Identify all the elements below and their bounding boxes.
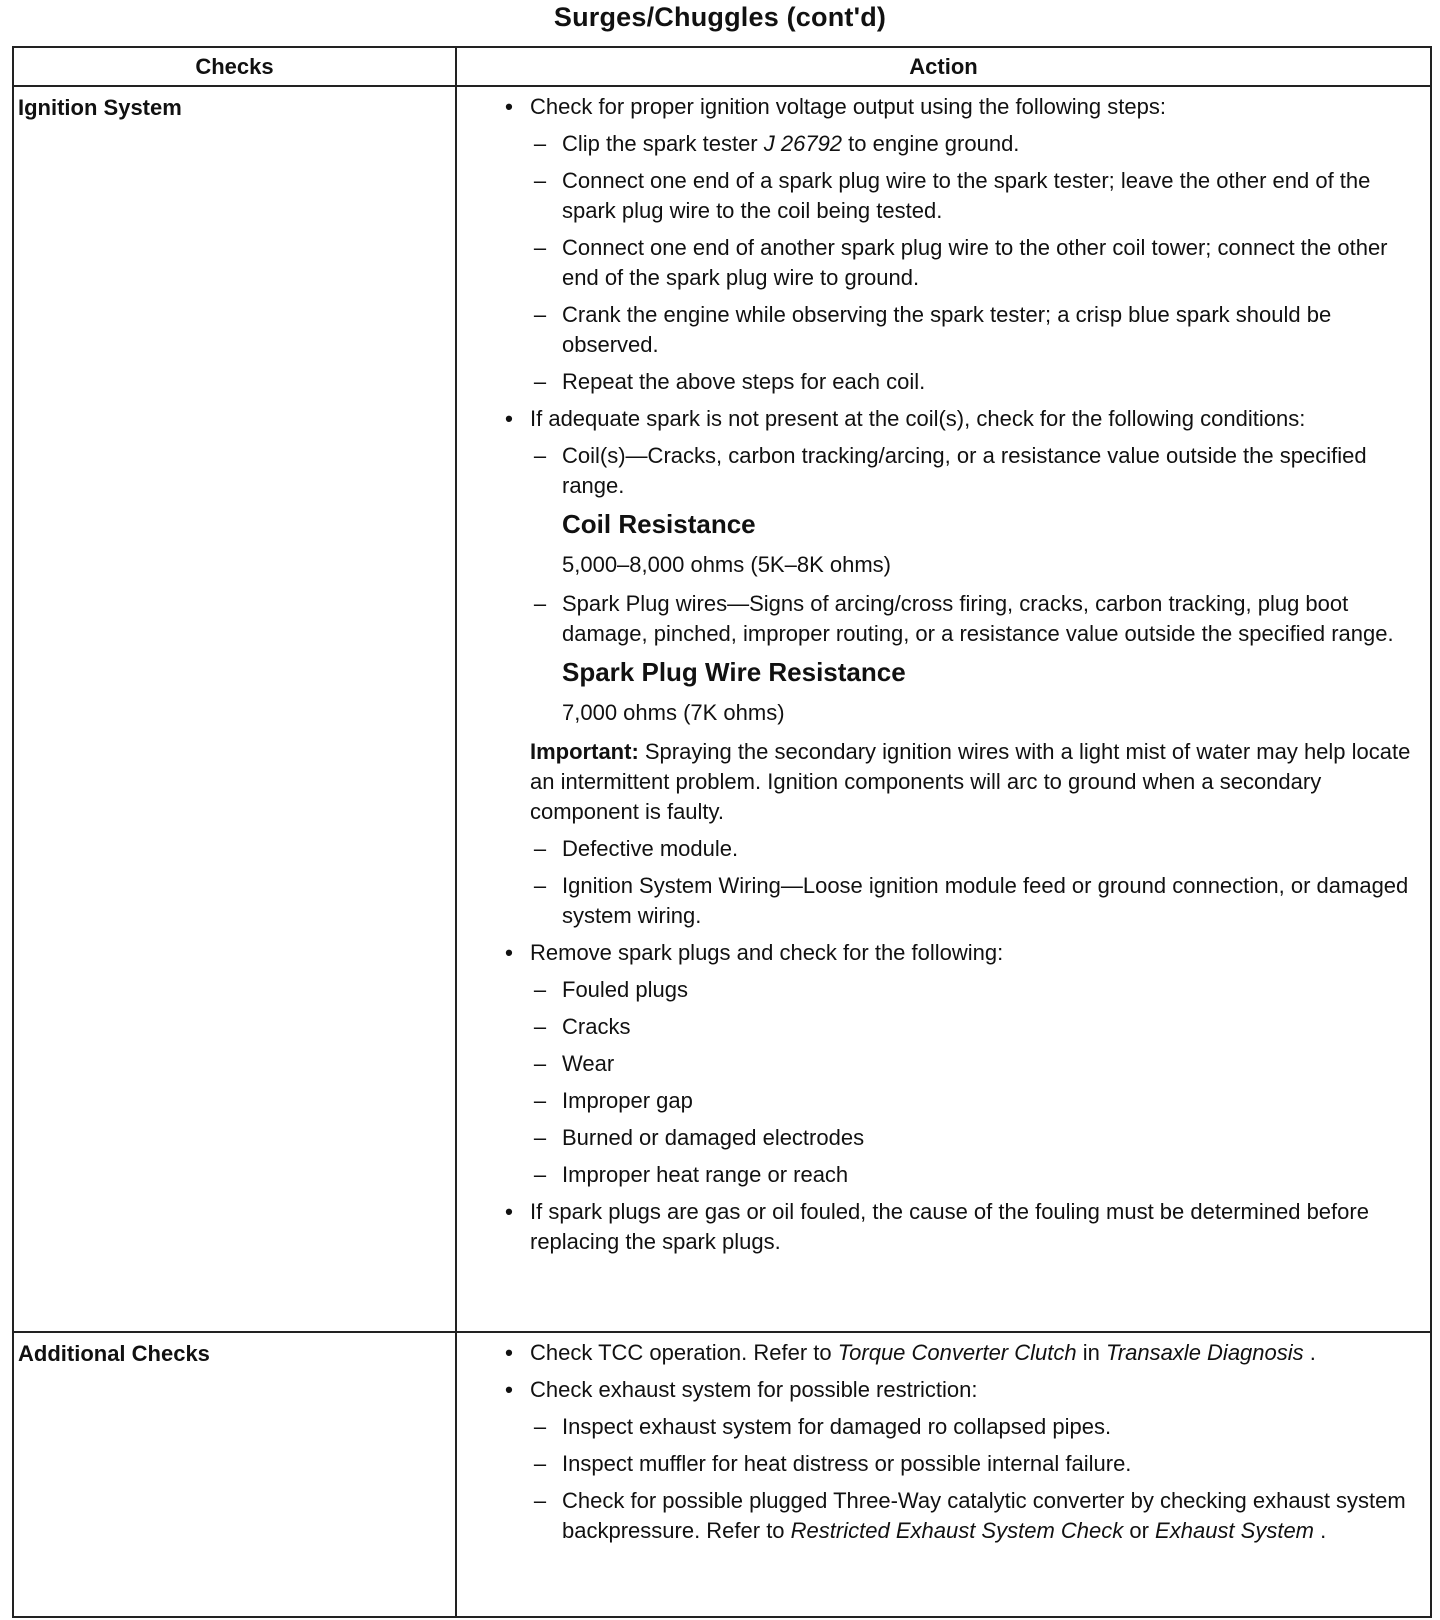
page-title: Surges/Chuggles (cont'd) [553, 2, 887, 32]
reference-restricted-exhaust-check: Restricted Exhaust System Check [790, 1518, 1124, 1543]
dash-item: – Connect one end of a spark plug wire to the spark tester; leave the other end of the spark plug wire to the coil being tested. [457, 166, 1420, 226]
dash-item: – Ignition System Wiring—Loose ignition module feed or ground connection, or damaged system wiring. [457, 871, 1420, 931]
coil-resistance-title: Coil Resistance [562, 509, 756, 539]
dash-mark: – [533, 302, 547, 327]
important-note: Important: Spraying the secondary ignition wires with a light mist of water may help locate an intermittent problem. Ignition components will arc to ground when a secondary component is faulty. [530, 739, 1411, 824]
dash-mark: – [533, 873, 547, 898]
dash-mark: – [533, 235, 547, 260]
dash-item: – Improper gap [457, 1086, 1420, 1116]
dash-item: – Wear [457, 1049, 1420, 1079]
dash-item: – Clip the spark tester J 26792 to engine ground. [457, 129, 1420, 159]
table-row-additional-checks [13, 1332, 1431, 1617]
dash-item: – Defective module. [457, 834, 1420, 864]
dash-mark: – [533, 836, 547, 861]
bullet-mark: • [505, 94, 513, 119]
dash-item: – Check for possible plugged Three-Way catalytic converter by checking exhaust system backpressure. Refer to Restricted Exhaust System Check or Exhaust System . [457, 1486, 1420, 1546]
dash-item: – Inspect muffler for heat distress or possible internal failure. [457, 1449, 1420, 1479]
important-label: Important: [530, 739, 639, 764]
dash-item: – Fouled plugs [457, 975, 1420, 1005]
bullet-item: • Check for proper ignition voltage output using the following steps: [457, 92, 1420, 122]
table-header-row [13, 47, 1431, 86]
dash-item: – Crank the engine while observing the spark tester; a crisp blue spark should be observed. [457, 300, 1420, 360]
wire-resistance-title: Spark Plug Wire Resistance [562, 657, 906, 687]
dash-item: – Burned or damaged electrodes [457, 1123, 1420, 1153]
dash-mark: – [533, 1051, 547, 1076]
bullet-mark: • [505, 1340, 513, 1365]
bullet-item: • If adequate spark is not present at the coil(s), check for the following conditions: [457, 404, 1420, 434]
dash-mark: – [533, 1125, 547, 1150]
dash-mark: – [533, 591, 547, 616]
table-row-ignition-system [13, 86, 1431, 1332]
bullet-item: • Remove spark plugs and check for the following: [457, 938, 1420, 968]
dash-mark: – [533, 1088, 547, 1113]
check-ignition-system: Ignition System [13, 86, 456, 1332]
dash-mark: – [533, 1488, 547, 1513]
coil-resistance-value: 5,000–8,000 ohms (5K–8K ohms) [562, 552, 891, 577]
reference-torque-converter-clutch: Torque Converter Clutch [837, 1340, 1077, 1365]
dash-mark: – [533, 1451, 547, 1476]
tool-reference: J 26792 [763, 131, 843, 156]
check-additional-checks: Additional Checks [13, 1332, 456, 1617]
dash-item: – Inspect exhaust system for damaged ro collapsed pipes. [457, 1412, 1420, 1442]
wire-resistance-value: 7,000 ohms (7K ohms) [562, 700, 785, 725]
header-action: Action [456, 47, 1431, 86]
bullet-item: • Check TCC operation. Refer to Torque Converter Clutch in Transaxle Diagnosis . [457, 1338, 1420, 1368]
dash-mark: – [533, 443, 547, 468]
bullet-mark: • [505, 406, 513, 431]
dash-item: – Repeat the above steps for each coil. [457, 367, 1420, 397]
dash-mark: – [533, 1014, 547, 1039]
action-additional-checks [456, 1332, 1431, 1617]
dash-mark: – [533, 168, 547, 193]
dash-item: – Spark Plug wires—Signs of arcing/cross firing, cracks, carbon tracking, plug boot damage, pinched, improper routing, or a resistance value outside the specified range. [457, 589, 1420, 649]
header-checks: Checks [13, 47, 456, 86]
dash-item: – Coil(s)—Cracks, carbon tracking/arcing, or a resistance value outside the specified range. [457, 441, 1420, 501]
dash-mark: – [533, 1414, 547, 1439]
dash-mark: – [533, 1162, 547, 1187]
bullet-mark: • [505, 1199, 513, 1224]
dash-item: – Improper heat range or reach [457, 1160, 1420, 1190]
dash-mark: – [533, 369, 547, 394]
reference-exhaust-system: Exhaust System [1155, 1518, 1314, 1543]
dash-mark: – [533, 131, 547, 156]
action-ignition-system [456, 86, 1431, 1332]
bullet-mark: • [505, 1377, 513, 1402]
bullet-item: • If spark plugs are gas or oil fouled, the cause of the fouling must be determined before replacing the spark plugs. [457, 1197, 1420, 1257]
bullet-mark: • [505, 940, 513, 965]
dash-mark: – [533, 977, 547, 1002]
dash-item: – Cracks [457, 1012, 1420, 1042]
dash-item: – Connect one end of another spark plug wire to the other coil tower; connect the other end of the spark plug wire to ground. [457, 233, 1420, 293]
bullet-item: • Check exhaust system for possible restriction: [457, 1375, 1420, 1405]
checks-action-table [12, 46, 1432, 1618]
reference-transaxle-diagnosis: Transaxle Diagnosis [1105, 1340, 1304, 1365]
